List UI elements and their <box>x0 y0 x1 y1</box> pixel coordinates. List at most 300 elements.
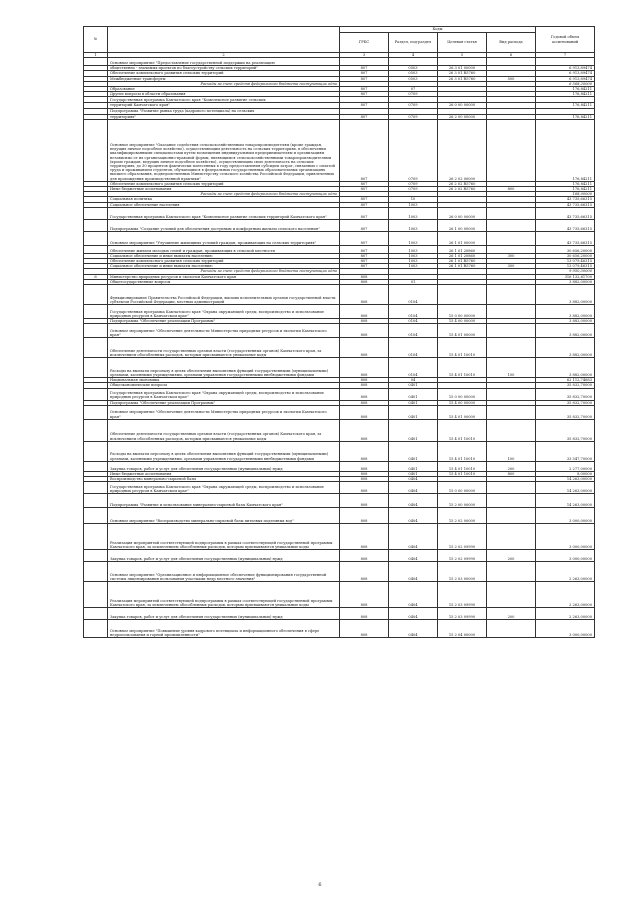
row-number <box>84 324 108 338</box>
row-razdel: 0404 <box>389 620 438 638</box>
row-grbs: 808 <box>340 582 389 608</box>
table-row <box>84 245 595 253</box>
row-vid <box>487 245 536 253</box>
row-razdel: 0404 <box>389 508 438 524</box>
row-vid <box>487 58 536 66</box>
row-target: 15 2 02 09990 <box>438 524 487 550</box>
row-name: Основное мероприятие "Обеспечение деятельности Министерства природных ресурсов и экологии Камчатского края" <box>108 405 340 419</box>
row-razdel: 0503 <box>389 66 438 71</box>
row-razdel: 0709 <box>389 92 438 97</box>
row-grbs: 808 <box>340 338 389 358</box>
row-grbs: 807 <box>340 197 389 202</box>
row-sum: 43 735,66315 <box>536 219 595 231</box>
row-vid <box>487 231 536 245</box>
page-number: 6 <box>318 882 322 888</box>
row-razdel: 0104 <box>389 358 438 378</box>
row-target: 15 4 01 10010 <box>438 358 487 378</box>
row-sum: 176,84211 <box>536 87 595 92</box>
row-razdel: 0104 <box>389 338 438 358</box>
row-sum: 3 882,00000 <box>536 279 595 284</box>
row-sum <box>536 58 595 66</box>
row-number <box>84 231 108 245</box>
row-name: Государственная программа Камчатского края "Комплексное развитие сельских территорий Камчатского края" <box>108 207 340 219</box>
row-number <box>84 494 108 508</box>
row-sum: 3 882,00000 <box>536 285 595 305</box>
row-vid <box>487 219 536 231</box>
row-vid <box>487 482 536 494</box>
row-target: 15 4 01 10010 <box>438 338 487 358</box>
row-sum: 8,00000 <box>536 471 595 476</box>
row-target: 26 3 01 R5760 <box>438 71 487 76</box>
row-name: Другие вопросы в области образования <box>108 92 340 97</box>
table-row <box>84 482 595 494</box>
header-razdel: Раздел, под-раздел <box>389 33 438 53</box>
row-sum: 13 079,46315 <box>536 259 595 264</box>
row-target: 26 1 01 00000 <box>438 231 487 245</box>
column-index: 3 <box>340 53 389 58</box>
row-target: 15 0 00 00000 <box>438 388 487 400</box>
row-number <box>84 388 108 400</box>
row-target: 15 4 01 10010 <box>438 419 487 441</box>
row-grbs: 808 <box>340 461 389 471</box>
row-target: 15 2 04 00000 <box>438 620 487 638</box>
row-grbs: 808 <box>340 279 389 284</box>
table-row <box>84 305 595 319</box>
row-name: Общегосударственные вопросы <box>108 279 340 284</box>
row-target: 15 4 01 00000 <box>438 324 487 338</box>
row-target: 15 2 02 00000 <box>438 508 487 524</box>
row-name: Министерство природных ресурсов и экологии Камчатского края <box>108 274 340 279</box>
row-razdel: 0404 <box>389 608 438 620</box>
row-name: Подпрограмма "Обеспечение реализации Программы" <box>108 319 340 324</box>
row-target <box>438 285 487 305</box>
row-name: Межбюджетные трансферты <box>108 76 340 81</box>
row-razdel: 0404 <box>389 494 438 508</box>
row-sum: 176,84211 <box>536 187 595 192</box>
row-razdel: 01 <box>389 279 438 284</box>
row-grbs: 808 <box>340 358 389 378</box>
row-sum: 35 832,70000 <box>536 400 595 405</box>
row-target: 26 2 00 00000 <box>438 114 487 119</box>
row-name: Реализация мероприятий соответствующей подпрограммы в рамках соответствующей государственной программы Камчатского края, за исключением обособленных расходов, которым присваиваются уникальные коды <box>108 524 340 550</box>
row-grbs: 807 <box>340 103 389 108</box>
row-vid: 300 <box>487 264 536 269</box>
row-grbs: 808 <box>340 441 389 461</box>
row-vid: 800 <box>487 187 536 192</box>
row-sum: 176,84211 <box>536 92 595 97</box>
table-row <box>84 58 595 66</box>
row-sum: 316 132,61700 <box>536 274 595 279</box>
row-grbs: 807 <box>340 253 389 258</box>
row-vid <box>487 305 536 319</box>
row-number <box>84 58 108 66</box>
row-name: Иные бюджетные ассигнования <box>108 471 340 476</box>
row-number <box>84 582 108 608</box>
row-sum: 2 277,00000 <box>536 461 595 471</box>
row-number: 6 <box>84 274 108 279</box>
row-vid: 500 <box>487 76 536 81</box>
row-name: общественно - значимых проектов по благоустройству сельских территорий" <box>108 66 340 71</box>
row-vid: 200 <box>487 550 536 562</box>
row-name: Основное мероприятие "Организационное и информационное обеспечение функционирования государственной системы лицензирования пользования участками недр местного значения" <box>108 562 340 582</box>
row-razdel: 0709 <box>389 114 438 119</box>
row-number <box>84 305 108 319</box>
row-grbs: 807 <box>340 119 389 181</box>
row-name: Реализация мероприятий соответствующей подпрограммы в рамках соответствующей государственной программы Камчатского края, за исключением обособленных расходов, которым присваиваются уникальные коды <box>108 582 340 608</box>
row-number <box>84 461 108 471</box>
row-number <box>84 508 108 524</box>
row-sum: 3 882,00000 <box>536 324 595 338</box>
row-grbs: 808 <box>340 550 389 562</box>
row-target: 15 2 03 09990 <box>438 608 487 620</box>
row-razdel: 0404 <box>389 550 438 562</box>
row-sum: 3 882,00000 <box>536 319 595 324</box>
row-target: 15 2 02 09990 <box>438 550 487 562</box>
row-target: 15 0 00 00000 <box>438 482 487 494</box>
row-sum: 3 000,00000 <box>536 550 595 562</box>
row-number <box>84 482 108 494</box>
row-target: 26 2 02 R5760 <box>438 181 487 186</box>
row-razdel: 0104 <box>389 305 438 319</box>
row-vid <box>487 524 536 550</box>
row-vid <box>487 338 536 358</box>
table-row <box>84 562 595 582</box>
row-razdel: 1003 <box>389 202 438 207</box>
column-index: 6 <box>487 53 536 58</box>
row-grbs: 808 <box>340 305 389 319</box>
row-grbs: 808 <box>340 400 389 405</box>
table-row <box>84 582 595 608</box>
row-vid: 800 <box>487 471 536 476</box>
row-sum: 14 263,00000 <box>536 482 595 494</box>
row-grbs: 808 <box>340 494 389 508</box>
row-sum: 168,00000 <box>536 192 595 197</box>
row-name: Расходы на выплаты персоналу в целях обеспечения выполнения функций государственными (муниципальными) органами, казенными учреждениями, органами управления государственными внебюджетными фондами <box>108 358 340 378</box>
row-name: территорий Камчатского края" <box>108 103 340 108</box>
row-sum: 2 263,00000 <box>536 562 595 582</box>
table-row <box>84 524 595 550</box>
row-razdel: 0709 <box>389 103 438 108</box>
table-row <box>84 358 595 378</box>
row-grbs: 807 <box>340 92 389 97</box>
row-name: Подпрограмма "Развитие и использование минерально-сырьевой базы Камчатского края" <box>108 494 340 508</box>
row-grbs: 807 <box>340 76 389 81</box>
row-sum: 3 882,00000 <box>536 338 595 358</box>
row-number <box>84 419 108 441</box>
row-sum: 3 882,00000 <box>536 305 595 319</box>
row-grbs: 808 <box>340 324 389 338</box>
row-sum: 6 913,89474 <box>536 71 595 76</box>
row-name: Обеспечение комплексного развития сельских территорий <box>108 181 340 186</box>
row-number <box>84 338 108 358</box>
table-row <box>84 324 595 338</box>
row-target: 26 1 01 R5760 <box>438 264 487 269</box>
row-razdel: 0104 <box>389 285 438 305</box>
row-grbs: 807 <box>340 181 389 186</box>
row-razdel: 0401 <box>389 441 438 461</box>
row-razdel: 0104 <box>389 319 438 324</box>
row-number <box>84 358 108 378</box>
row-grbs: 808 <box>340 383 389 388</box>
row-vid <box>487 405 536 419</box>
row-number <box>84 405 108 419</box>
row-sum: 62 112,74683 <box>536 378 595 383</box>
table-row <box>84 285 595 305</box>
row-target: 15 4 00 00000 <box>438 400 487 405</box>
row-name: Социальное обеспечение населения <box>108 202 340 207</box>
row-razdel: 1003 <box>389 231 438 245</box>
row-razdel: 1003 <box>389 264 438 269</box>
row-grbs: 808 <box>340 620 389 638</box>
row-razdel: 0404 <box>389 524 438 550</box>
table-row <box>84 550 595 562</box>
row-razdel: 0401 <box>389 419 438 441</box>
row-vid <box>487 582 536 608</box>
row-name: Социальная политика <box>108 197 340 202</box>
row-vid: 100 <box>487 441 536 461</box>
row-grbs: 807 <box>340 66 389 71</box>
row-sum: 35 832,70000 <box>536 419 595 441</box>
row-grbs: 808 <box>340 405 389 419</box>
row-name: Социальное обеспечение и иные выплаты населению <box>108 253 340 258</box>
row-grbs: 807 <box>340 219 389 231</box>
row-name: Основное мероприятие "Предоставление государственной поддержки на реализацию <box>108 58 340 66</box>
table-row <box>84 461 595 471</box>
table-row <box>84 620 595 638</box>
row-target: 15 4 01 10010 <box>438 471 487 476</box>
header-number: № <box>84 27 108 53</box>
row-sum: 14 263,00000 <box>536 477 595 482</box>
table-row <box>84 508 595 524</box>
row-sum: 35 832,70000 <box>536 405 595 419</box>
row-sum: 43 735,66315 <box>536 197 595 202</box>
row-grbs: 808 <box>340 508 389 524</box>
row-name: Государственная программа Камчатского края "Охрана окружающей среды, воспроизводство и использование природных ресурсов в Камчатском крае" <box>108 482 340 494</box>
row-grbs: 807 <box>340 264 389 269</box>
row-note: Расходы за счет средств федерального бюджета поступающих одно <box>108 81 340 86</box>
table-row <box>84 231 595 245</box>
row-name: Закупка товаров, работ и услуг для обеспечения государственных (муниципальных) нужд <box>108 608 340 620</box>
row-name: Национальная экономика <box>108 378 340 383</box>
row-sum: 2 263,00000 <box>536 608 595 620</box>
row-target: 26 2 02 00000 <box>438 119 487 181</box>
row-grbs: 808 <box>340 285 389 305</box>
row-grbs: 808 <box>340 419 389 441</box>
row-target: 26 1 01 20860 <box>438 253 487 258</box>
row-number <box>84 550 108 562</box>
row-number <box>84 562 108 582</box>
row-razdel: 0709 <box>389 119 438 181</box>
row-grbs: 808 <box>340 319 389 324</box>
column-index: 2 <box>108 53 340 58</box>
header-name <box>108 27 340 53</box>
row-number <box>84 441 108 461</box>
row-grbs: 807 <box>340 187 389 192</box>
row-grbs: 807 <box>340 259 389 264</box>
row-razdel: 0401 <box>389 388 438 400</box>
table-row <box>84 419 595 441</box>
row-sum: 2 263,00000 <box>536 582 595 608</box>
row-number <box>84 245 108 253</box>
table-row <box>84 388 595 400</box>
header-vid: Вид расхода <box>487 33 536 53</box>
row-note: Расходы за счет средств федерального бюджета поступающих одно <box>108 192 340 197</box>
row-sum: 6 913,89474 <box>536 66 595 71</box>
header-codes-group: Коды <box>340 27 536 33</box>
row-razdel: 0104 <box>389 324 438 338</box>
row-sum: 176,84211 <box>536 114 595 119</box>
row-razdel: 0709 <box>389 181 438 186</box>
row-name: Обеспечение комплексного развития сельских территорий <box>108 259 340 264</box>
row-number <box>84 524 108 550</box>
row-name: Обеспечение деятельности государственных органов власти (государственных органов) Камчатского края, за исключением обособленных расходов, которым присваиваются уникальные коды <box>108 419 340 441</box>
row-target: 15 4 01 00000 <box>438 405 487 419</box>
row-number <box>84 620 108 638</box>
row-vid: 200 <box>487 608 536 620</box>
table-row <box>84 338 595 358</box>
row-razdel: 1003 <box>389 259 438 264</box>
row-target: 15 2 03 00000 <box>438 562 487 582</box>
row-target: 15 0 00 00000 <box>438 305 487 319</box>
row-razdel: 0401 <box>389 461 438 471</box>
row-grbs: 807 <box>340 114 389 119</box>
row-name: Государственная программа Камчатского края "Охрана окружающей среды, воспроизводство и использование природных ресурсов в Камчатском крае" <box>108 305 340 319</box>
row-vid <box>487 494 536 508</box>
row-vid: 200 <box>487 461 536 471</box>
table-row <box>84 207 595 219</box>
row-razdel: 0503 <box>389 71 438 76</box>
row-name: Расходы на выплаты персоналу в целях обеспечения выполнения функций государственными (муниципальными) органами, казенными учреждениями, органами управления государственными внебюджетными фондами <box>108 441 340 461</box>
row-name: Обеспечение жильем молодых семей и граждан, проживающих в сельской местности <box>108 245 340 253</box>
row-razdel: 1003 <box>389 219 438 231</box>
table-row <box>84 494 595 508</box>
header-sum: Годовой объем ассигнований <box>536 27 595 53</box>
row-target: 15 2 03 09990 <box>438 582 487 608</box>
column-index: 5 <box>438 53 487 58</box>
row-grbs: 808 <box>340 562 389 582</box>
row-sum: 6 568,20000 <box>536 81 595 86</box>
row-razdel: 0401 <box>389 383 438 388</box>
row-razdel: 0401 <box>389 400 438 405</box>
row-target: 26 2 02 R5760 <box>438 187 487 192</box>
row-grbs: 808 <box>340 477 389 482</box>
table-header <box>84 27 595 58</box>
row-sum: 30 656,20000 <box>536 253 595 258</box>
row-target: 15 4 00 00000 <box>438 319 487 324</box>
row-grbs: 807 <box>340 245 389 253</box>
row-razdel: 07 <box>389 87 438 92</box>
row-number <box>84 207 108 219</box>
row-razdel: 0503 <box>389 76 438 81</box>
column-index: 1 <box>84 53 108 58</box>
row-sum: 176,84211 <box>536 103 595 108</box>
row-grbs: 807 <box>340 202 389 207</box>
row-sum: 3 000,00000 <box>536 620 595 638</box>
row-grbs: 808 <box>340 388 389 400</box>
row-number <box>84 219 108 231</box>
row-vid: 300 <box>487 253 536 258</box>
row-target: 26 1 00 00000 <box>438 219 487 231</box>
row-target: 15 2 00 00000 <box>438 494 487 508</box>
row-vid <box>487 324 536 338</box>
row-sum: 3 000,00000 <box>536 508 595 524</box>
row-name: Закупка товаров, работ и услуг для обеспечения государственных (муниципальных) нужд <box>108 461 340 471</box>
table-row <box>84 119 595 181</box>
table-row <box>84 441 595 461</box>
row-grbs: 808 <box>340 378 389 383</box>
row-sum: 43 735,66315 <box>536 207 595 219</box>
row-vid <box>487 119 536 181</box>
header-grbs: ГРБС <box>340 33 389 53</box>
row-name: Подпрограмма "Развитие рынка труда (кадрового потенциала) на сельских <box>108 108 340 114</box>
row-sum: 3 882,00000 <box>536 358 595 378</box>
row-razdel <box>389 58 438 66</box>
row-name: Основное мероприятие "Повышение уровня кадрового потенциала и информационного обеспечения в сфере недропользования и горной промышленности" <box>108 620 340 638</box>
row-grbs: 808 <box>340 274 389 279</box>
row-number <box>84 119 108 181</box>
row-grbs: 807 <box>340 231 389 245</box>
row-name: Государственная программа Камчатского края "Охрана окружающей среды, воспроизводство и использование природных ресурсов в Камчатском крае" <box>108 388 340 400</box>
row-razdel: 0404 <box>389 582 438 608</box>
row-vid <box>487 388 536 400</box>
row-razdel: 04 <box>389 378 438 383</box>
row-name: Закупка товаров, работ и услуг для обеспечения государственных (муниципальных) нужд <box>108 550 340 562</box>
row-sum: 176,84211 <box>536 181 595 186</box>
row-target: 26 1 01 R5760 <box>438 259 487 264</box>
row-grbs: 807 <box>340 207 389 219</box>
row-target: 26 1 01 20860 <box>438 245 487 253</box>
row-razdel: 0404 <box>389 477 438 482</box>
table-body <box>84 58 595 638</box>
row-name: территориях" <box>108 114 340 119</box>
row-sum: 30 656,20000 <box>536 245 595 253</box>
row-grbs: 808 <box>340 471 389 476</box>
row-name: Основное мероприятие "Воспроизводство минерально-сырьевой базы питьевых подземных вод" <box>108 508 340 524</box>
row-name: Государственная программа Камчатского края "Комплексное развитие сельских <box>108 97 340 103</box>
row-vid <box>487 419 536 441</box>
row-vid: 100 <box>487 358 536 378</box>
row-grbs: 807 <box>340 71 389 76</box>
row-name: Воспроизводство минерально-сырьевой базы <box>108 477 340 482</box>
row-target: 15 4 01 10010 <box>438 461 487 471</box>
row-sum: 43 735,66315 <box>536 202 595 207</box>
row-grbs: 808 <box>340 524 389 550</box>
row-sum: 6 913,89474 <box>536 76 595 81</box>
row-vid <box>487 285 536 305</box>
row-razdel: 1003 <box>389 253 438 258</box>
row-vid <box>487 620 536 638</box>
row-grbs <box>340 58 389 66</box>
row-number <box>84 285 108 305</box>
row-sum: 3 000,00000 <box>536 524 595 550</box>
row-target: 26 3 01 00000 <box>438 66 487 71</box>
row-name: Основное мероприятие "Обеспечение деятельности Министерства природных ресурсов и экологии Камчатского края" <box>108 324 340 338</box>
row-name: Обеспечение комплексного развития сельских территорий <box>108 71 340 76</box>
column-index: 7 <box>536 53 595 58</box>
row-target: 26 0 00 00000 <box>438 103 487 108</box>
row-sum: 35 832,70000 <box>536 388 595 400</box>
table-row <box>84 405 595 419</box>
row-name: Обеспечение деятельности государственных органов власти (государственных органов) Камчатского края, за исключением обособленных расходов, которым присваиваются уникальные коды <box>108 338 340 358</box>
row-target: 26 3 01 R5760 <box>438 76 487 81</box>
row-target: 15 4 01 10010 <box>438 441 487 461</box>
row-name: Общеэкономические вопросы <box>108 383 340 388</box>
row-razdel: 0709 <box>389 187 438 192</box>
table-row <box>84 219 595 231</box>
row-vid <box>487 207 536 219</box>
row-name: Подпрограмма "Обеспечение реализации Программы" <box>108 400 340 405</box>
row-name: Функционирование Правительства Российской Федерации, высших исполнительных органов государственной власти субъектов Российской Федерации, местных администраций <box>108 285 340 305</box>
